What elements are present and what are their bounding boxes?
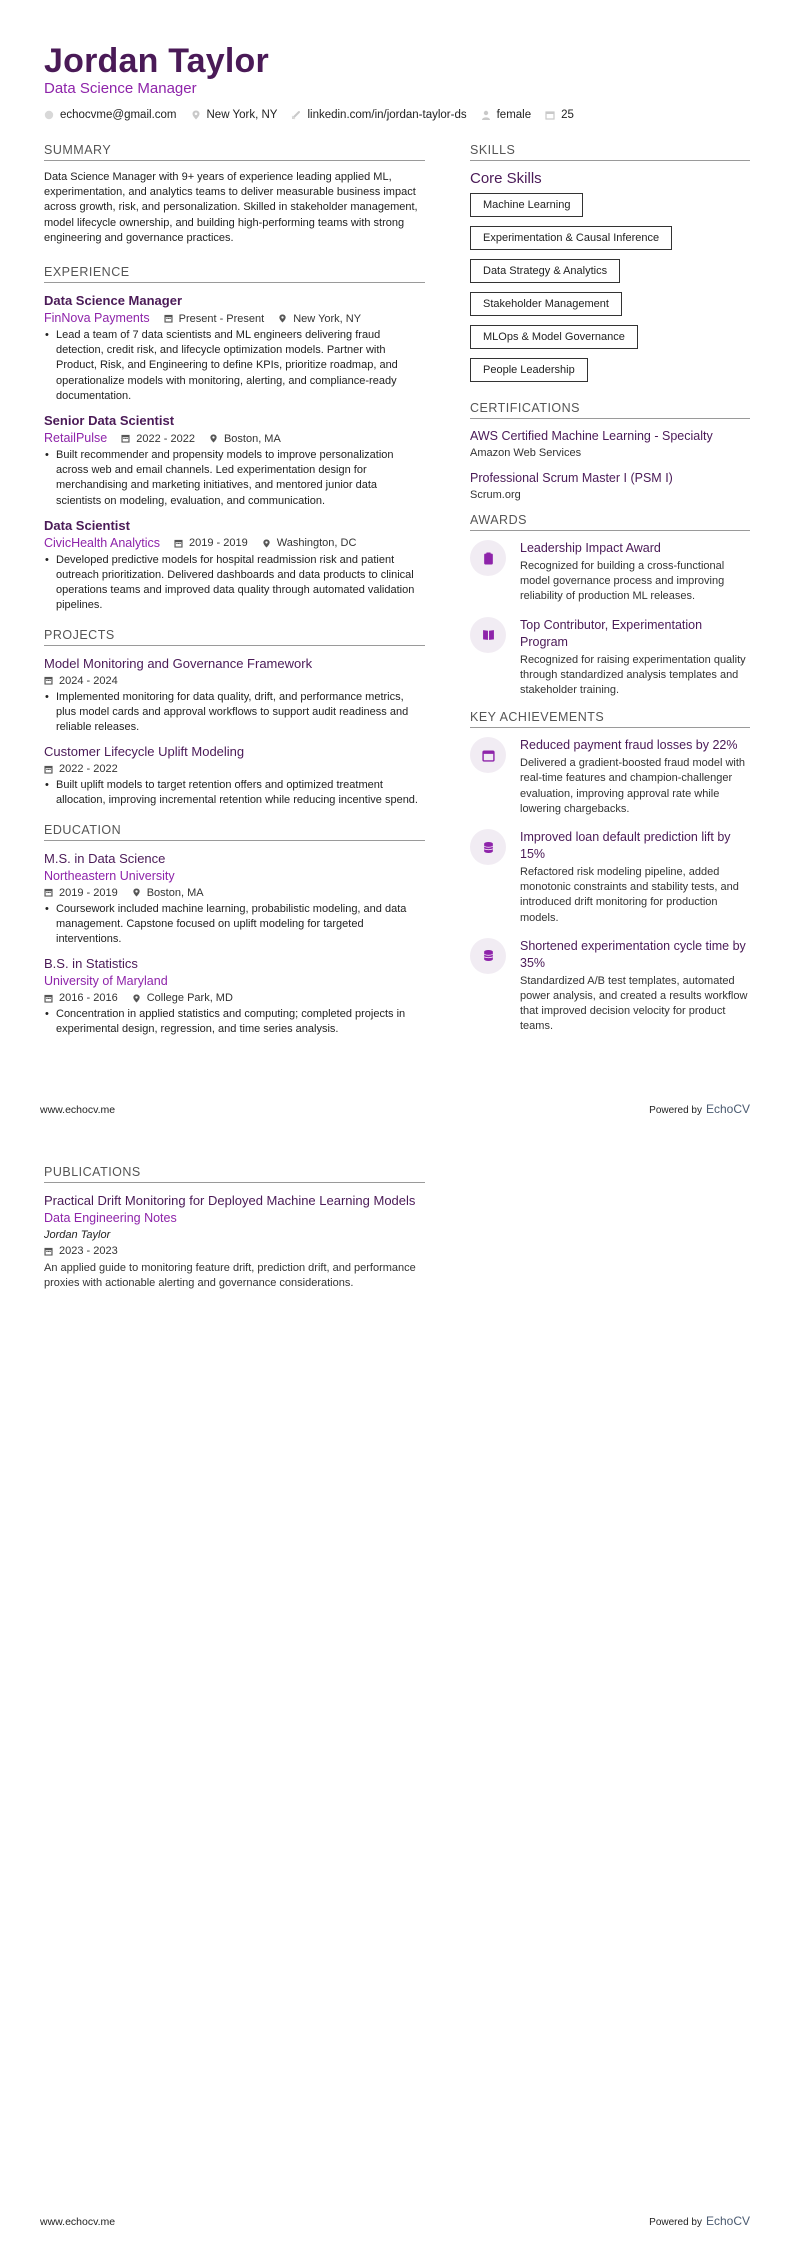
resume-page-2 [0,1130,794,2246]
skill-chip: Machine Learning [470,193,583,217]
award-badge [470,617,506,653]
contact-bar [44,109,588,121]
certification-name: AWS Certified Machine Learning - Specialty [470,429,713,443]
footer-website-link[interactable]: www.echocv.me [40,2216,116,2228]
calendar-icon [44,994,53,1003]
achievement-item [470,737,750,817]
publications-section [44,1165,425,1291]
project-name: Customer Lifecycle Uplift Modeling [44,744,245,760]
award-badge [470,540,506,576]
contact-linkedin[interactable] [291,109,466,121]
footer-powered-by [649,2214,750,2228]
link-icon [291,110,301,120]
achievement-item [470,829,750,926]
skills-section [470,143,750,391]
location-pin-icon [191,110,201,120]
footer-website-link[interactable]: www.echocv.me [40,1104,116,1116]
skill-chip: Stakeholder Management [470,292,622,316]
experience-dates: Present - Present [178,312,265,325]
certification-issuer: Scrum.org [470,489,521,501]
education-bullet: • Concentration in applied statistics and computing; completed projects in experimental design, regression, and time series analysis. [44,1007,425,1037]
education-section [44,823,425,1038]
summary-text: Data Science Manager with 9+ years of experience leading applied ML, experimentation, and analytics teams to deliver measurable business impact across growth, risk, and personalization. Skilled in stakeholder management, model lifecycle ownership, and building high-performing teams with strong engineering and governance practices. [44,171,418,244]
calendar-icon [44,676,53,685]
award-title: Leadership Impact Award [520,541,661,555]
project-entry [44,743,425,808]
project-name: Model Monitoring and Governance Framework [44,655,313,671]
section-title-experience: EXPERIENCE [44,265,425,283]
clipboard-icon [482,552,495,565]
project-bullet: • Implemented monitoring for data quality, drift, and performance metrics, plus model cards and approval workflows to support audit readiness and reliable releases. [44,690,425,736]
section-title-education: EDUCATION [44,823,425,841]
achievement-title: Shortened experimentation cycle time by 35% [520,938,746,970]
experience-role: Senior Data Scientist [44,413,175,429]
achievement-title: Reduced payment fraud losses by 22% [520,738,738,753]
publication-title: Practical Drift Monitoring for Deployed Machine Learning Models [44,1193,416,1208]
footer-brand[interactable]: EchoCV [705,1102,750,1116]
experience-entry [44,412,425,509]
calendar-icon [121,434,130,443]
calendar-icon [545,110,555,120]
experience-role: Data Science Manager [44,293,183,309]
education-dates: 2019 - 2019 [59,886,118,899]
experience-bullet: • Lead a team of 7 data scientists and ML engineers delivering fraud detection, credit risk, and lifecycle optimization models. Partner with Product, Risk, and Engineering to define KPIs, prioritize roadmap, and operationalize models with monitoring, alerting, and compliance-ready documentation. [44,328,425,404]
experience-role: Data Scientist [44,517,130,533]
certification-name: Professional Scrum Master I (PSM I) [470,471,673,485]
education-entry [44,955,425,1037]
skills-group-title: Core Skills [470,170,542,187]
contact-location-text: New York, NY [206,109,278,121]
education-school: Northeastern University [44,868,175,883]
section-title-projects: PROJECTS [44,628,425,646]
experience-location: Washington, DC [276,537,357,550]
calendar-icon [164,314,173,323]
projects-section [44,628,425,809]
awards-section [470,513,750,698]
candidate-name: Jordan Taylor [44,42,269,80]
calendar-icon [44,888,53,897]
location-pin-icon [209,434,218,443]
contact-age [545,109,574,121]
skill-chip: People Leadership [470,358,588,382]
achievement-badge [470,829,506,865]
footer-powered-by [649,1102,750,1116]
footer-powered-text: Powered by [649,1105,702,1116]
award-item [470,540,750,605]
achievement-badge [470,938,506,974]
achievement-badge [470,737,506,773]
database-icon [482,841,495,854]
contact-gender-text: female [496,109,532,121]
achievement-description: Delivered a gradient-boosted fraud model with real-time features and champion-challenger evaluation, improving approval rate while lowering chargebacks. [520,757,746,815]
skill-chip: MLOps & Model Governance [470,325,638,349]
email-icon [44,110,54,120]
achievement-description: Refactored risk modeling pipeline, added monotonic constraints and stability tests, and introduced drift monitoring for production models. [520,866,739,924]
project-dates: 2022 - 2022 [59,763,118,776]
award-description: Recognized for raising experimentation quality through standardized analysis templates and stakeholder training. [520,653,746,697]
experience-dates: 2022 - 2022 [136,432,195,445]
section-title-awards: AWARDS [470,513,750,531]
project-entry [44,655,425,736]
award-title: Top Contributor, Experimentation Program [520,617,703,649]
database-icon [482,949,495,962]
education-dates: 2016 - 2016 [59,992,118,1005]
achievement-title: Improved loan default prediction lift by 15% [520,830,731,862]
location-pin-icon [132,888,141,897]
skill-chip: Experimentation & Causal Inference [470,226,672,250]
person-icon [481,110,491,120]
book-icon [482,628,495,641]
education-location: Boston, MA [146,886,204,899]
section-title-summary: SUMMARY [44,143,425,161]
education-bullet: • Coursework included machine learning, probabilistic modeling, and data management. Capstone focused on uplift modeling for targeted interventions. [44,902,425,948]
experience-location: Boston, MA [223,432,281,445]
publication-dates: 2023 - 2023 [59,1245,118,1257]
section-title-achievements: KEY ACHIEVEMENTS [470,710,750,728]
section-title-skills: SKILLS [470,143,750,161]
experience-location: New York, NY [293,312,362,325]
experience-entry [44,517,425,614]
education-degree: M.S. in Data Science [44,850,166,866]
experience-company: RetailPulse [44,431,108,446]
calendar-icon [482,749,495,762]
footer-powered-text: Powered by [649,2217,702,2228]
contact-gender [481,109,532,121]
experience-dates: 2019 - 2019 [189,537,248,550]
summary-section [44,143,425,246]
calendar-icon [44,765,53,774]
publication-description: An applied guide to monitoring feature drift, prediction drift, and performance proxies with actionable alerting and governance considerations. [44,1262,416,1290]
left-column-page-2 [44,1165,425,1299]
certification-issuer: Amazon Web Services [470,447,582,459]
right-column [470,143,750,1047]
education-school: University of Maryland [44,974,168,989]
contact-location [191,109,278,121]
publication-venue: Data Engineering Notes [44,1211,177,1225]
certifications-section [470,401,750,503]
location-pin-icon [278,314,287,323]
section-title-certifications: CERTIFICATIONS [470,401,750,419]
experience-section [44,265,425,614]
education-entry [44,850,425,948]
calendar-icon [174,539,183,548]
contact-email[interactable] [44,109,177,121]
experience-bullet: • Developed predictive models for hospital readmission risk and patient outreach prioritization. Delivered dashboards and data products to clinical operations teams and improved data quality through automated validation pipelines. [44,553,425,614]
contact-age-text: 25 [561,109,574,121]
left-column [44,143,425,1046]
award-description: Recognized for building a cross-functional model governance process and improving reliability of production ML releases. [520,560,725,603]
experience-company: CivicHealth Analytics [44,535,161,550]
project-bullet: • Built uplift models to target retention offers and optimized treatment allocation, improving incremental retention while reducing incentive spend. [44,778,425,808]
achievement-item [470,938,750,1035]
skill-chip: Data Strategy & Analytics [470,259,620,283]
publication-authors: Jordan Taylor [44,1229,111,1241]
candidate-role: Data Science Manager [44,80,197,97]
skills-list [470,193,750,391]
project-dates: 2024 - 2024 [59,674,118,687]
education-location: College Park, MD [146,992,233,1005]
location-pin-icon [132,994,141,1003]
footer-brand[interactable]: EchoCV [705,2214,750,2228]
contact-email-text: echocvme@gmail.com [60,109,177,121]
calendar-icon [44,1247,53,1256]
education-degree: B.S. in Statistics [44,956,138,972]
award-item [470,617,750,699]
achievement-description: Standardized A/B test templates, automated power analysis, and created a results workflow that improved decision velocity for product teams. [520,974,748,1033]
location-pin-icon [262,539,271,548]
achievements-section [470,710,750,1034]
contact-linkedin-text: linkedin.com/in/jordan-taylor-ds [307,109,467,121]
publication-entry [44,1192,425,1291]
experience-entry [44,292,425,404]
experience-bullet: • Built recommender and propensity models to improve personalization across web and email channels. Led experimentation design for merchandising and marketing initiatives, and mentored junior data scientists on modeling, evaluation, and communication. [44,448,425,509]
experience-company: FinNova Payments [44,311,150,326]
section-title-publications: PUBLICATIONS [44,1165,425,1183]
